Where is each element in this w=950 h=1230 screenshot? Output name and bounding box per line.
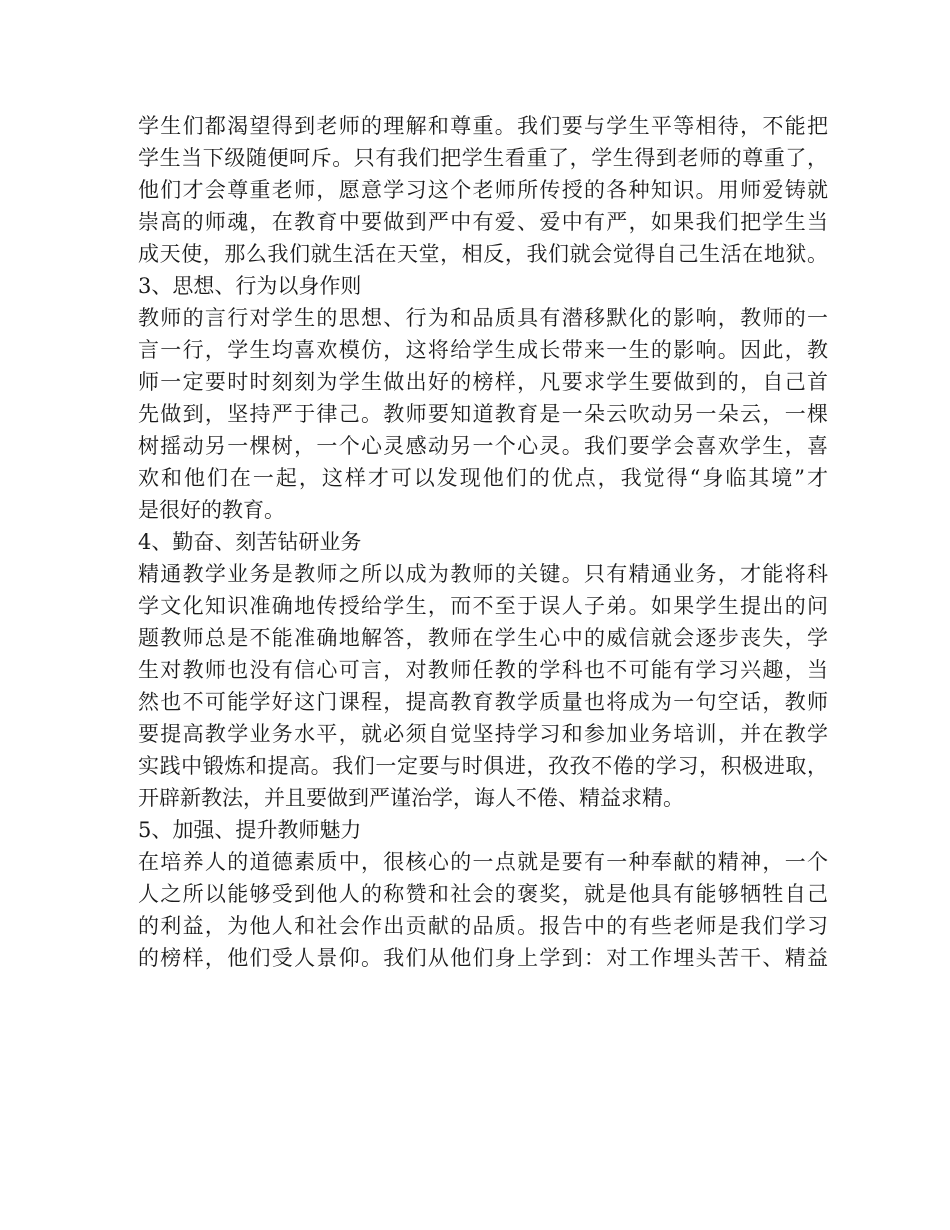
text-line: 的利益，为他人和社会作出贡献的品质。报告中的有些老师是我们学习 (138, 914, 828, 938)
text-line: 在培养人的道德素质中，很核心的一点就是要有一种奉献的精神，一个 (138, 850, 828, 874)
text-line: 崇高的师魂，在教育中要做到严中有爱、爱中有严，如果我们把学生当 (138, 210, 828, 234)
paragraph-role-model (138, 302, 828, 526)
text-line: 师一定要时时刻刻为学生做出好的榜样，凡要求学生要做到的，自己首 (138, 370, 828, 394)
paragraph-teacher-charm (138, 846, 828, 974)
section-heading-5: 5、加强、提升教师魅力 (138, 818, 362, 842)
text-line: 要提高教学业务水平，就必须自觉坚持学习和参加业务培训，并在教学 (138, 722, 828, 746)
text-line: 开辟新教法，并且要做到严谨治学，诲人不倦、精益求精。 (138, 786, 684, 810)
text-line: 是很好的教育。 (138, 498, 285, 522)
section-heading-3: 3、思想、行为以身作则 (138, 274, 362, 298)
text-line: 成天使，那么我们就生活在天堂，相反，我们就会觉得自己生活在地狱。 (138, 242, 828, 266)
text-line: 的榜样，他们受人景仰。我们从他们身上学到：对工作埋头苦干、精益 (138, 946, 828, 970)
text-line: 言一行，学生均喜欢模仿，这将给学生成长带来一生的影响。因此，教 (138, 338, 828, 362)
document-page (138, 110, 828, 974)
text-line: 先做到，坚持严于律己。教师要知道教育是一朵云吹动另一朵云，一棵 (138, 402, 828, 426)
text-line: 然也不可能学好这门课程，提高教育教学质量也将成为一句空话，教师 (138, 690, 828, 714)
text-line: 生对教师也没有信心可言，对教师任教的学科也不可能有学习兴趣，当 (138, 658, 828, 682)
text-line: 人之所以能够受到他人的称赞和社会的褒奖，就是他具有能够牺牲自己 (138, 882, 828, 906)
text-line: 树摇动另一棵树，一个心灵感动另一个心灵。我们要学会喜欢学生，喜 (138, 434, 828, 458)
text-line: 学生们都渴望得到老师的理解和尊重。我们要与学生平等相待，不能把 (138, 114, 828, 138)
text-line: 他们才会尊重老师，愿意学习这个老师所传授的各种知识。用师爱铸就 (138, 178, 828, 202)
text-line: 教师的言行对学生的思想、行为和品质具有潜移默化的影响，教师的一 (138, 306, 828, 330)
text-line: 实践中锻炼和提高。我们一定要与时俱进，孜孜不倦的学习，积极进取， (138, 754, 828, 778)
paragraph-professional-study (138, 558, 828, 814)
text-line: 学生当下级随便呵斥。只有我们把学生看重了，学生得到老师的尊重了， (138, 146, 828, 170)
paragraph-respect (138, 110, 828, 270)
text-line: 欢和他们在一起，这样才可以发现他们的优点，我觉得“身临其境”才 (138, 466, 828, 490)
text-line: 学文化知识准确地传授给学生，而不至于误人子弟。如果学生提出的问 (138, 594, 828, 618)
section-heading-4: 4、勤奋、刻苦钻研业务 (138, 530, 362, 554)
text-line: 精通教学业务是教师之所以成为教师的关键。只有精通业务，才能将科 (138, 562, 828, 586)
text-line: 题教师总是不能准确地解答，教师在学生心中的威信就会逐步丧失，学 (138, 626, 828, 650)
